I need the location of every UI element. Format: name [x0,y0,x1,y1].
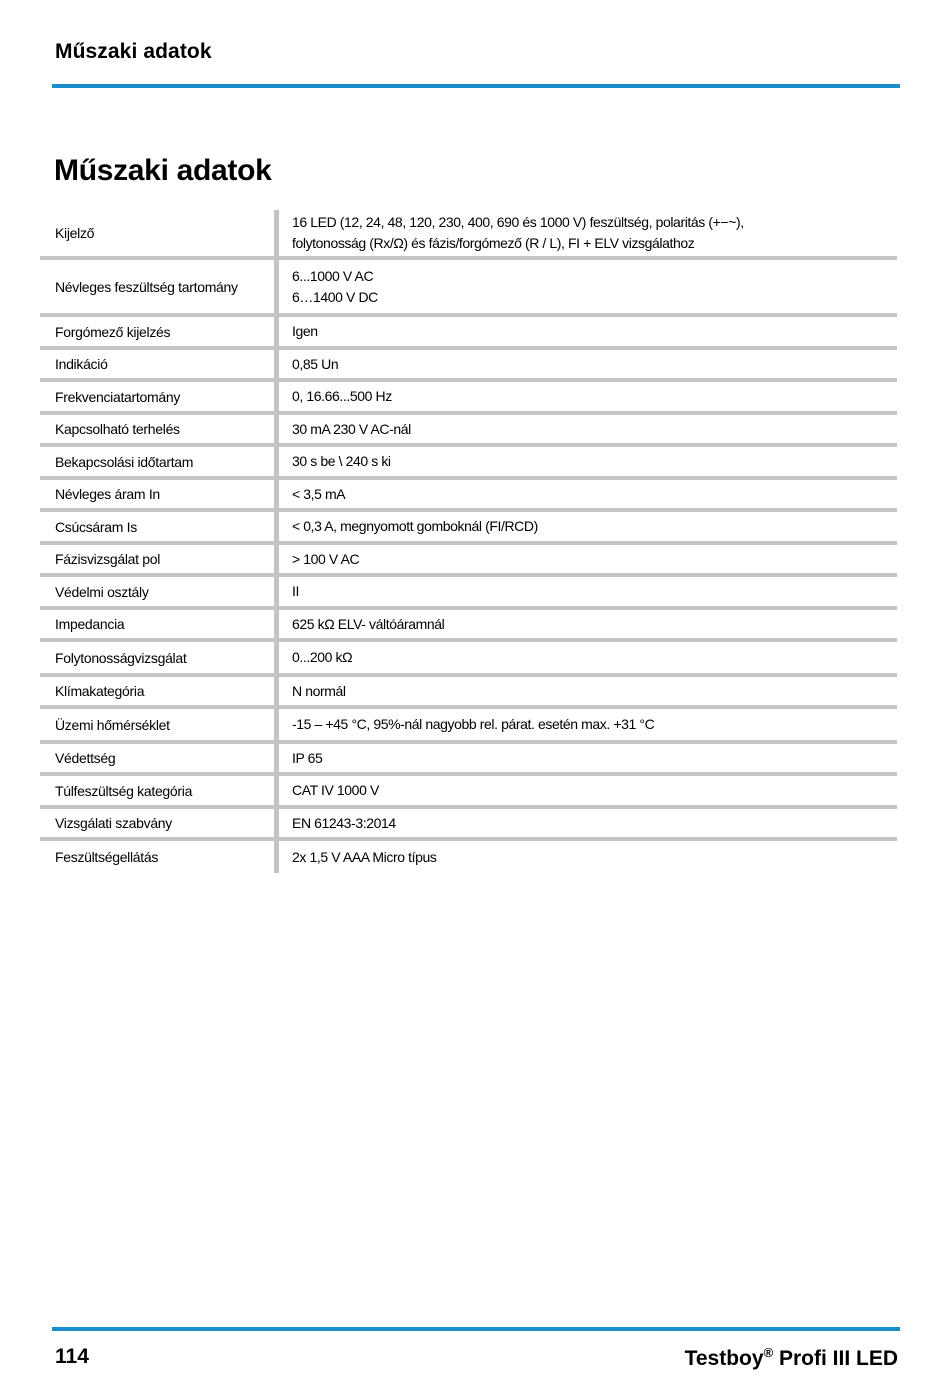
spec-value [279,677,897,705]
spec-value [279,317,897,346]
spec-value [279,610,897,638]
spec-value [279,744,897,772]
spec-row [40,642,897,677]
spec-value-line: 30 mA 230 V AC-nál [292,420,411,437]
spec-label: Bekapcsolási időtartam [55,453,194,470]
spec-value-line: EN 61243-3:2014 [292,814,396,831]
spec-row [40,677,897,709]
spec-row [40,350,897,382]
spec-value [279,577,897,606]
spec-value [279,210,897,256]
spec-row [40,841,897,873]
spec-value-line: 2x 1,5 V AAA Micro típus [292,848,437,865]
spec-row [40,260,897,317]
spec-row [40,317,897,350]
spec-row [40,415,897,447]
spec-label: Névleges feszültség tartomány [55,278,238,295]
spec-row [40,809,897,841]
spec-value [279,512,897,541]
spec-value-line: 0...200 kΩ [292,649,353,665]
spec-row [40,744,897,776]
registered-mark: ® [763,1345,774,1360]
spec-label: Üzemi hőmérséklet [55,716,170,733]
spec-label: Impedancia [55,616,125,632]
spec-label: Fázisvizsgálat pol [55,551,161,567]
spec-value-line: < 0,3 A, megnyomott gomboknál (FI/RCD) [292,518,538,534]
spec-label: Forgómező kijelzés [55,323,171,340]
spec-value [279,260,897,313]
spec-row [40,577,897,610]
spec-value [279,642,897,673]
spec-value-line: II [292,583,299,599]
spec-value [279,545,897,573]
spec-label: Indikáció [55,356,108,372]
spec-label: Feszültségellátás [55,849,159,865]
spec-row [40,545,897,577]
model-name: Profi III LED [773,1347,898,1370]
spec-value [279,415,897,443]
spec-value-line: Igen [292,323,318,339]
spec-label: Védettség [55,750,116,766]
spec-value-line: 0, 16.66...500 Hz [292,388,392,404]
footer-rule [52,1327,900,1331]
spec-row [40,610,897,642]
spec-value-line: > 100 V AC [292,550,360,567]
spec-label: Csúcsáram Is [55,518,137,535]
brand-name: Testboy [684,1347,764,1370]
spec-value-line: CAT IV 1000 V [292,782,379,798]
spec-value [279,480,897,508]
spec-value-line: 6…1400 V DC [292,288,378,305]
spec-row [40,480,897,512]
product-name [685,1345,898,1371]
spec-value [279,382,897,411]
spec-row [40,512,897,545]
spec-value [279,776,897,805]
spec-label: Túlfeszültség kategória [55,782,193,799]
spec-value-line: < 3,5 mA [292,485,346,502]
spec-row [40,210,897,260]
spec-value-line: 6...1000 V AC [292,267,374,284]
spec-value-line: folytonosság (Rx/Ω) és fázis/forgómező (R / L), FI + ELV vizsgálathoz [292,235,695,251]
spec-label: Védelmi osztály [55,583,149,600]
spec-label: Klímakategória [55,683,145,699]
spec-value [279,709,897,740]
spec-row [40,382,897,415]
spec-label: Kapcsolható terhelés [55,421,180,437]
header-title: Műszaki adatok [55,40,212,63]
spec-value [279,809,897,837]
spec-value-line: 30 s be \ 240 s ki [292,453,391,469]
spec-value-line: 16 LED (12, 24, 48, 120, 230, 400, 690 és 1000 V) feszültség, polaritás (+−~), [292,214,744,230]
spec-value [279,447,897,476]
spec-value-line: N normál [292,682,346,699]
spec-row [40,776,897,809]
spec-row [40,709,897,744]
header-rule [52,84,900,88]
spec-label: Folytonosságvizsgálat [55,649,187,666]
spec-row [40,447,897,480]
spec-value [279,841,897,873]
page-number: 114 [55,1345,89,1368]
page-title: Műszaki adatok [54,154,272,187]
spec-label: Vizsgálati szabvány [55,815,172,831]
spec-label: Névleges áram In [55,486,160,502]
spec-label: Frekvenciatartomány [55,388,181,405]
spec-table [40,210,897,873]
spec-value-line: IP 65 [292,749,323,766]
spec-value-line: 625 kΩ ELV- váltóáramnál [292,615,445,632]
spec-value-line: -15 – +45 °C, 95%-nál nagyobb rel. párat. esetén max. +31 °C [292,716,655,732]
spec-label: Kijelző [55,225,95,241]
spec-value-line: 0,85 Un [292,355,339,372]
spec-value [279,350,897,378]
